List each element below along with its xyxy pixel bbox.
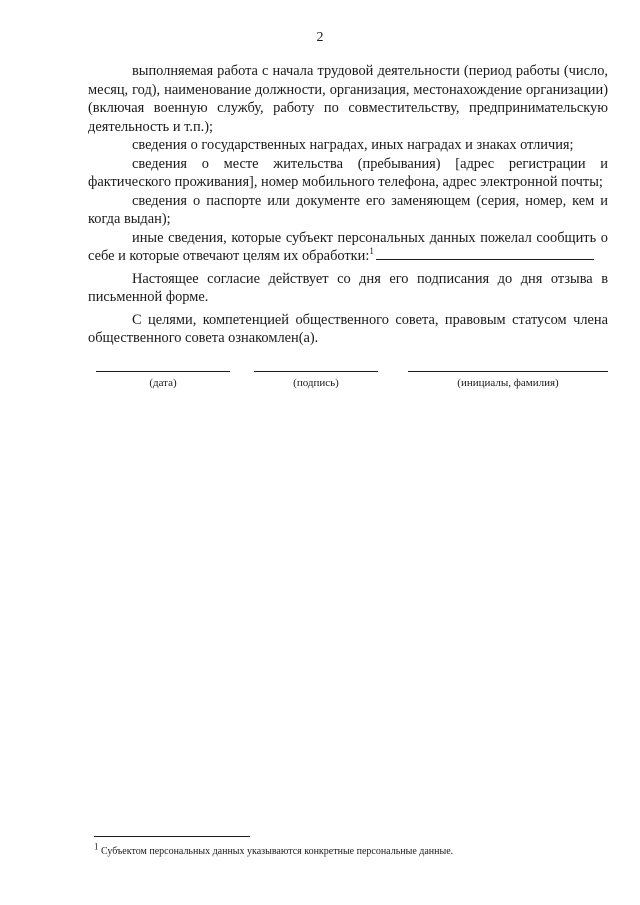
footnote-text: Субъектом персональных данных указываются конкретные персональные данные. xyxy=(101,846,454,857)
paragraph-acquainted: С целями, компетенцией общественного совета, правовым статусом члена общественного совета ознакомлен(а). xyxy=(88,311,608,346)
signature-row xyxy=(0,371,640,401)
name-line xyxy=(408,371,608,372)
date-line xyxy=(96,371,230,372)
paragraph-residence: сведения о месте жительства (пребывания) [адрес регистрации и фактического проживания], номер мобильного телефона, адрес электронной почты; xyxy=(88,155,608,190)
name-caption: (инициалы, фамилия) xyxy=(457,377,559,389)
other-info-blank-line xyxy=(376,247,594,260)
footnote-mark: 1 xyxy=(94,841,99,852)
paragraph-other-info xyxy=(88,229,608,266)
signature-line xyxy=(254,371,378,372)
paragraph-work-history: выполняемая работа с начала трудовой деятельности (период работы (число, месяц, год), наименование должности, организация, местонахождение организации) (включая военную службу, работу по совместительству, предпринимательскую деятельность и т.п.); xyxy=(88,63,608,135)
signature-caption: (подпись) xyxy=(293,377,339,389)
footnote-reference: 1 xyxy=(369,246,374,257)
paragraph-passport: сведения о паспорте или документе его заменяющем (серия, номер, кем и когда выдан); xyxy=(88,192,608,227)
footnote-separator xyxy=(94,836,250,837)
paragraph-consent-validity: Настоящее согласие действует со дня его подписания до дня отзыва в письменной форме. xyxy=(88,270,608,305)
paragraph-awards: сведения о государственных наградах, иных наградах и знаках отличия; xyxy=(132,137,574,153)
date-caption: (дата) xyxy=(149,377,177,389)
page-number: 2 xyxy=(316,30,324,45)
document-body xyxy=(88,62,608,348)
other-info-text: иные сведения, которые субъект персональных данных пожелал сообщить о себе и которые отвечают целям их обработки: xyxy=(88,229,608,264)
footnote xyxy=(94,841,614,857)
